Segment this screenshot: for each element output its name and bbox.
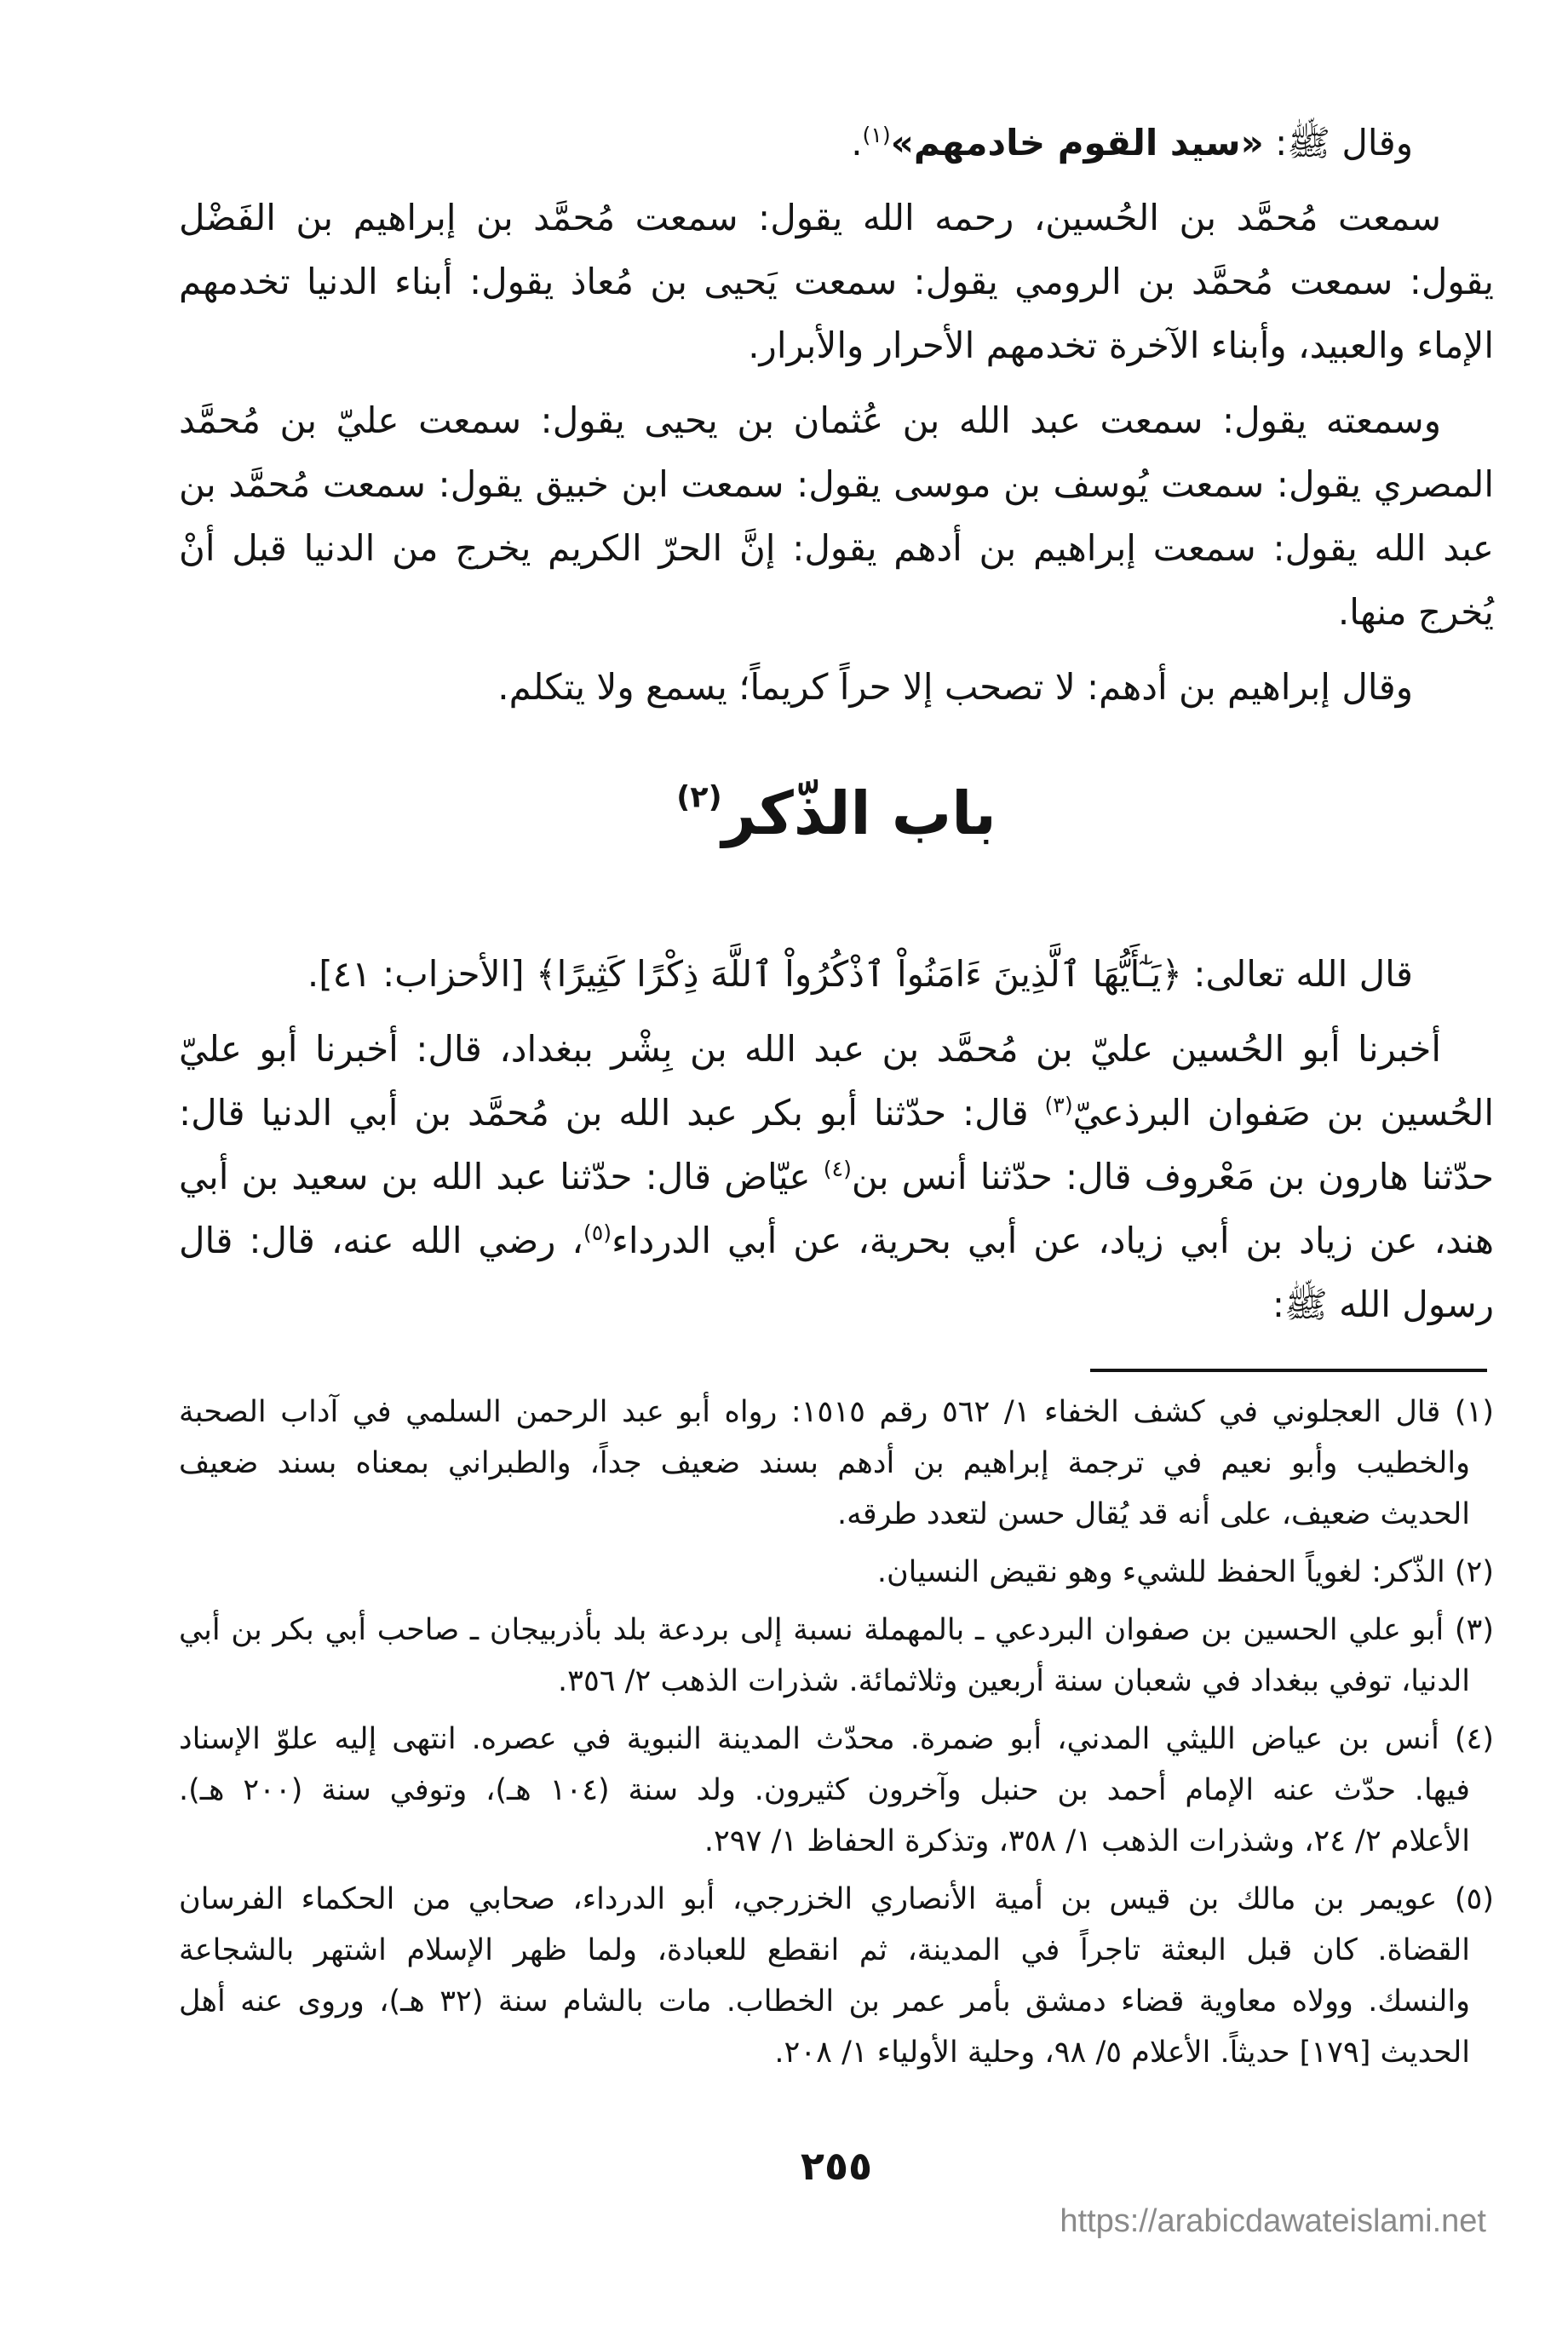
text-line bbox=[179, 580, 1494, 644]
footnote-text: القضاة. كان قبل البعثة تاجراً في المدينة، ثم انقطع للعبادة، ولما ظهر الإسلام اشتهر بالشجاعة bbox=[179, 1933, 1470, 1967]
footnote-reference: (٣) bbox=[1044, 1092, 1073, 1117]
footnote-separator bbox=[1090, 1369, 1487, 1372]
text-line bbox=[179, 388, 1494, 452]
footnote-text: والنسك. وولاه معاوية قضاء دمشق بأمر عمر بن الخطاب. مات بالشام سنة (٣٢ هـ)، وروى عنه أهل bbox=[179, 1984, 1470, 2019]
text-line bbox=[179, 250, 1494, 313]
footnote-reference: (٢) bbox=[676, 780, 722, 815]
text-run: ، رضي الله عنه، قال: قال bbox=[179, 1220, 583, 1261]
footnote-line bbox=[179, 1925, 1494, 1976]
text-run: قال الله تعالى: bbox=[1181, 953, 1413, 995]
text-run: حدّثنا هارون بن مَعْروف قال: حدّثنا أنس بن bbox=[851, 1156, 1494, 1197]
text-line bbox=[179, 111, 1494, 175]
quran-verse: ﴿يَـٰٓأَيُّهَا ٱلَّذِينَ ءَامَنُواْ ٱذْكُرُواْ ٱللَّهَ ذِكْرًا كَثِيرًا﴾ bbox=[535, 953, 1182, 995]
footnote bbox=[179, 1387, 1494, 1540]
text-run: سمعت مُحمَّد بن الحُسين، رحمه الله يقول: سمعت مُحمَّد بن إبراهيم بن الفَضْل bbox=[179, 197, 1441, 238]
text-run: الإماء والعبيد، وأبناء الآخرة تخدمهم الأحرار والأبرار. bbox=[748, 324, 1494, 366]
text-run: رسول الله ﷺ: bbox=[1272, 1283, 1494, 1325]
text-run: المصري يقول: سمعت يُوسف بن موسى يقول: سمعت ابن خبيق يقول: سمعت مُحمَّد بن bbox=[179, 463, 1494, 505]
footnote-text: والخطيب وأبو نعيم في ترجمة إبراهيم بن أدهم بسند ضعيف جداً، والطبراني بمعناه بسند ضعيف bbox=[179, 1446, 1470, 1480]
text-line bbox=[179, 516, 1494, 580]
text-run: وقال ﷺ: bbox=[1263, 122, 1413, 164]
footnote-line bbox=[179, 1816, 1494, 1867]
footnote-text: فيها. حدّث عنه الإمام أحمد بن حنبل وآخرون كثيرون. ولد سنة (١٠٤ هـ)، وتوفي سنة (٢٠٠ هـ). bbox=[179, 1773, 1470, 1807]
footnote-line bbox=[179, 1976, 1494, 2027]
paragraph bbox=[179, 111, 1494, 175]
footnote bbox=[179, 1714, 1494, 1867]
paragraph bbox=[179, 942, 1494, 1006]
footnote-line bbox=[179, 1874, 1494, 1925]
text-line bbox=[179, 452, 1494, 516]
footnote-reference: (١) bbox=[862, 122, 891, 147]
text-line bbox=[179, 313, 1494, 377]
paragraph bbox=[179, 388, 1494, 644]
text-run: عيّاض قال: حدّثنا عبد الله بن سعيد بن أبي bbox=[179, 1156, 824, 1197]
footnote-text: الذّكر: لغوياً الحفظ للشيء وهو نقيض النسيان. bbox=[876, 1555, 1445, 1589]
text-line bbox=[179, 1272, 1494, 1336]
text-run: أخبرنا أبو الحُسين عليّ بن مُحمَّد بن عبد الله بن بِشْر ببغداد، قال: أخبرنا أبو عليّ bbox=[179, 1028, 1441, 1070]
text-run: [الأحزاب: ٤١]. bbox=[307, 953, 536, 995]
paragraph bbox=[179, 655, 1494, 719]
text-run: يقول: سمعت مُحمَّد بن الرومي يقول: سمعت يَحيى بن مُعاذ يقول: أبناء الدنيا تخدمهم bbox=[179, 261, 1494, 302]
footnote-number: (٢) bbox=[1454, 1555, 1494, 1589]
page-number: ٢٥٥ bbox=[800, 2143, 873, 2189]
footnote bbox=[179, 1874, 1494, 2078]
text-line bbox=[179, 1017, 1494, 1081]
footnote-reference: (٥) bbox=[583, 1220, 612, 1245]
footnote-line bbox=[179, 1489, 1494, 1540]
footnote-text: قال العجلوني في كشف الخفاء ١/ ٥٦٢ رقم ١٥١٥: رواه أبو عبد الرحمن السلمي في آداب الصحبة bbox=[179, 1395, 1441, 1429]
emphasized-quote: «سيد القوم خادمهم» bbox=[890, 122, 1264, 164]
text-run: عبد الله يقول: سمعت إبراهيم بن أدهم يقول: إنَّ الحرّ الكريم يخرج من الدنيا قبل أنْ bbox=[179, 527, 1494, 569]
text-run: وسمعته يقول: سمعت عبد الله بن عُثمان بن يحيى يقول: سمعت عليّ بن مُحمَّد bbox=[179, 399, 1441, 441]
footnote-number: (٤) bbox=[1454, 1722, 1494, 1756]
footnote-text: الدنيا، توفي ببغداد في شعبان سنة أربعين وثلاثمائة. شذرات الذهب ٢/ ٣٥٦. bbox=[558, 1664, 1470, 1698]
section-title: باب الذّكر bbox=[721, 778, 997, 848]
footnote-line bbox=[179, 1656, 1494, 1707]
text-run: يُخرج منها. bbox=[1337, 591, 1494, 633]
main-text-lower bbox=[179, 942, 1494, 1336]
footnote bbox=[179, 1605, 1494, 1707]
text-line bbox=[179, 186, 1494, 250]
footnote-line bbox=[179, 1547, 1494, 1598]
footnotes bbox=[179, 1387, 1494, 2078]
text-run: قال: حدّثنا أبو بكر عبد الله بن مُحمَّد بن أبي الدنيا قال: bbox=[179, 1092, 1045, 1134]
footnote-text: الحديث ضعيف، على أنه قد يُقال حسن لتعدد طرقه. bbox=[836, 1497, 1470, 1531]
footnote-line bbox=[179, 1438, 1494, 1489]
text-run: وقال إبراهيم بن أدهم: لا تصحب إلا حراً كريماً؛ يسمع ولا يتكلم. bbox=[497, 666, 1413, 708]
text-run: . bbox=[851, 122, 863, 164]
footnote-text: الأعلام ٢/ ٢٤، وشذرات الذهب ١/ ٣٥٨، وتذكرة الحفاظ ١/ ٢٩٧. bbox=[704, 1824, 1470, 1858]
main-text-upper bbox=[179, 111, 1494, 719]
footnote bbox=[179, 1547, 1494, 1598]
text-run: الحُسين بن صَفوان البرذعيّ bbox=[1072, 1092, 1494, 1134]
paragraph bbox=[179, 186, 1494, 377]
footnote-number: (٣) bbox=[1454, 1613, 1494, 1647]
watermark-url: https://arabicdawateislami.net bbox=[1060, 2203, 1486, 2239]
footnote-text: أبو علي الحسين بن صفوان البردعي ـ بالمهملة نسبة إلى بردعة بلد بأذربيجان ـ صاحب أبي بكر بن أبي bbox=[179, 1613, 1445, 1647]
footnote-line bbox=[179, 1605, 1494, 1656]
text-line bbox=[179, 942, 1494, 1006]
section-heading bbox=[179, 771, 1494, 856]
text-line bbox=[179, 1081, 1494, 1145]
text-line bbox=[179, 655, 1494, 719]
footnote-number: (١) bbox=[1454, 1395, 1494, 1429]
footnote-line bbox=[179, 1714, 1494, 1765]
paragraph bbox=[179, 1017, 1494, 1336]
text-run: هند، عن زياد بن أبي زياد، عن أبي بحرية، عن أبي الدرداء bbox=[612, 1220, 1494, 1261]
text-line bbox=[179, 1209, 1494, 1272]
footnote-number: (٥) bbox=[1454, 1882, 1494, 1916]
footnote-line bbox=[179, 1765, 1494, 1816]
text-line bbox=[179, 1145, 1494, 1209]
footnote-reference: (٤) bbox=[823, 1156, 852, 1181]
footnote-line bbox=[179, 1387, 1494, 1438]
footnote-text: عويمر بن مالك بن قيس بن أمية الأنصاري الخزرجي، أبو الدرداء، صحابي من الحكماء الفرسان bbox=[179, 1882, 1438, 1916]
footnote-text: أنس بن عياض الليثي المدني، أبو ضمرة. محدّث المدينة النبوية في عصره. انتهى إليه علوّ الإسناد bbox=[179, 1722, 1439, 1756]
footnote-line bbox=[179, 2027, 1494, 2078]
footnote-text: الحديث [١٧٩] حديثاً. الأعلام ٥/ ٩٨، وحلية الأولياء ١/ ٢٠٨. bbox=[774, 2036, 1470, 2070]
